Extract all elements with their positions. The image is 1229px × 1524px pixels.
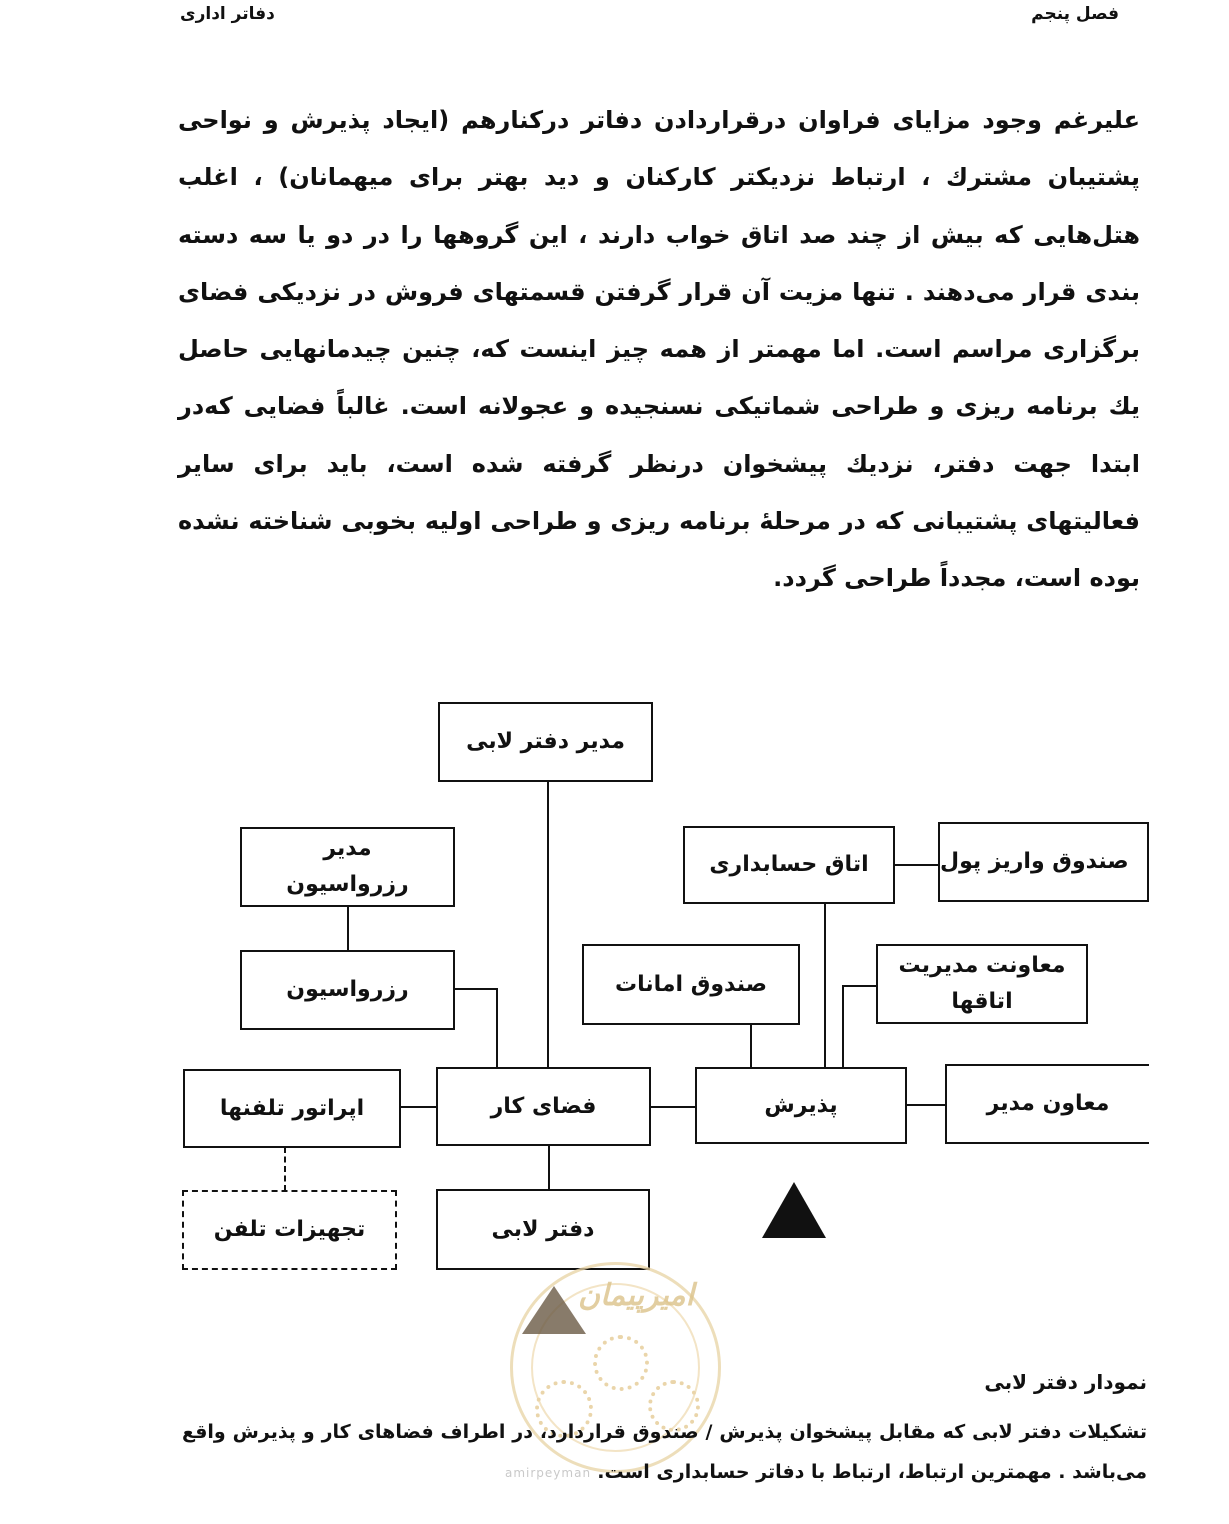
reception-label: پذیرش [764,1092,838,1118]
connector-line [650,1106,696,1108]
accounting-room-box [683,826,895,904]
connector-line [496,988,498,1068]
figure-caption-text: تشکیلات دفتر لابی که مقابل پیشخوان پذیرش / صندوق قراردارد، در اطراف فضاهای کار و پذیرش واقع می‌باشد . مهمترین ارتباط، ارتباط با دفاتر حسابداری است. [182,1421,1147,1483]
connector-line [842,985,877,987]
connector-line [548,1145,550,1190]
telephone-equipment-label: تجهیزات تلفن [213,1217,366,1242]
rooms-deputy-label: معاونت مدیریت اتاقها [898,953,1066,1014]
body-paragraph: علیرغم وجود مزایای فراوان درقراردادن دفاتر درکنارهم (ایجاد پذیرش و نواحی پشتیبان مشترك ، ارتباط نزدیکتر کارکنان و دید بهتر برای میهمانان) ، اغلب هتل‌هایی که بیش از چند صد اتاق خواب دارند ، این گروهها را در دو یا سه دسته بندی قرار می‌دهند . تنها مزیت آن قرار گرفتن قسمتهای فروش در نزدیکی فضای برگزاری مراسم است. اما مهمتر از همه چیز اینست که، چنین چیدمانهایی حاصل یك برنامه ریزی و طراحی شماتیکی نسنجیده و عجولانه است. غالباً فضایی که‌در ابتدا جهت دفتر، نزدیك پیشخوان درنظر گرفته شده است، باید برای سایر فعالیتهای پشتیبانی که در مرحلهٔ برنامه ریزی و طراحی اولیه بخوبی شناخته نشده بوده است، مجدداً طراحی گردد. [178,106,1140,593]
work-space-box [436,1067,651,1146]
telephone-operator-label: اپراتور تلفنها [219,1095,365,1121]
watermark-text: امیرپیمان [578,1278,694,1313]
cash-deposit-box [938,822,1149,902]
connector-line [400,1106,437,1108]
watermark-gear-icon [593,1335,649,1391]
connector-line [894,864,938,866]
triangle-marker-icon [762,1182,826,1238]
chapter-subject-header: دفاتر اداری [180,4,275,24]
lobby-office-label: دفتر لابی [491,1216,595,1242]
telephone-equipment-box [182,1190,397,1270]
reception-box [695,1067,907,1144]
cash-deposit-label: صندوق واریز پول [940,849,1129,874]
work-space-label: فضای کار [490,1093,597,1119]
deputy-manager-label: معاون مدیر [986,1091,1110,1116]
figure-caption-title: نمودار دفتر لابی [984,1370,1147,1394]
connector-line [453,988,498,990]
watermark-triangle-icon [522,1286,586,1334]
lobby-manager-label: مدیر دفتر لابی [466,729,625,754]
reservation-label: رزرواسیون [286,977,409,1002]
connector-line [750,1024,752,1068]
connector-line [906,1104,946,1106]
dashed-connector [284,1147,286,1191]
watermark-url: amirpeyman [505,1466,592,1480]
safe-deposit-box [582,944,800,1025]
connector-line [547,780,549,1068]
lobby-manager-box [438,702,653,782]
reservation-box [240,950,455,1030]
accounting-room-label: اتاق حسابداری [709,852,869,877]
connector-line [824,902,826,1068]
rooms-deputy-box [876,944,1088,1024]
deputy-manager-box [945,1064,1149,1144]
connector-line [347,906,349,950]
reservation-manager-box [240,827,455,907]
connector-line [842,985,844,1068]
chapter-number-header: فصل پنجم [1031,4,1119,24]
reservation-manager-label: مدیر رزرواسیون [286,836,409,897]
telephone-operator-box [183,1069,401,1148]
lobby-office-box [436,1189,650,1270]
safe-deposit-label: صندوق امانات [615,971,768,997]
